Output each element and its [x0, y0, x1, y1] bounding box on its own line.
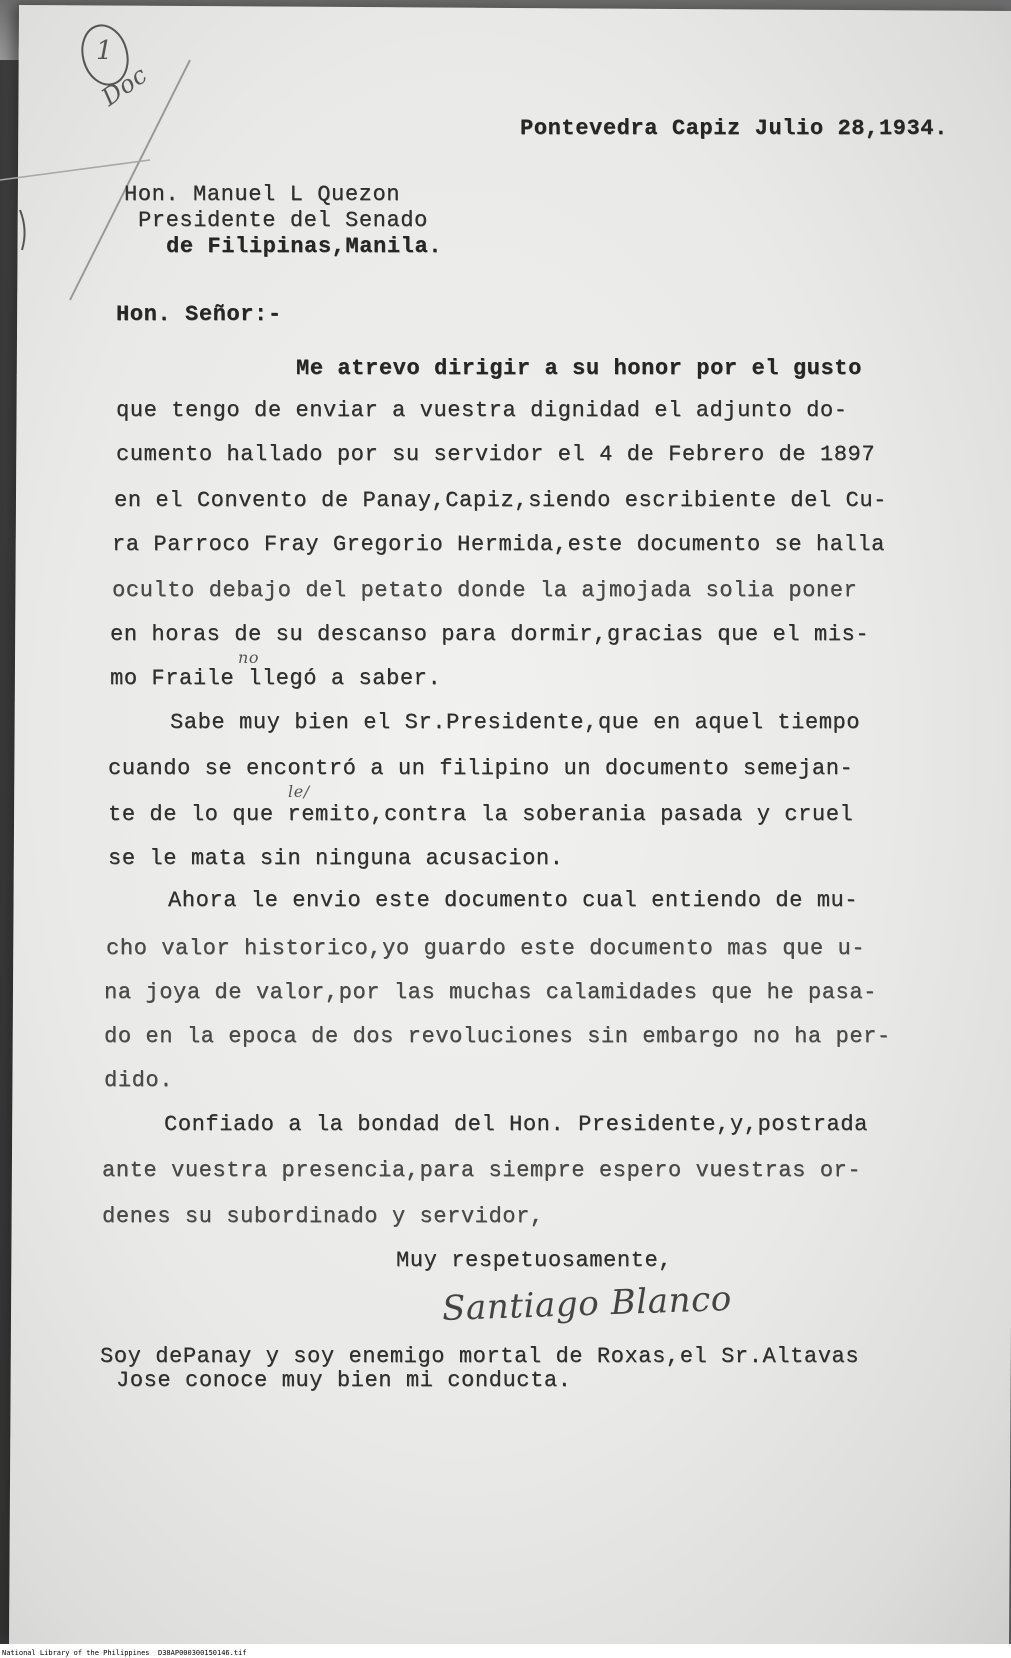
body-line: cumento hallado por su servidor el 4 de Febrero de 1897 — [116, 442, 876, 467]
recipient-line-3: de Filipinas,Manila. — [166, 234, 443, 259]
body-line: mo Fraile llegó a saber. — [110, 666, 442, 691]
margin-note-word: Doc — [96, 60, 153, 112]
body-line: Me atrevo dirigir a su honor por el gusto — [296, 356, 862, 381]
body-line: se le mata sin ninguna acusacion. — [108, 846, 564, 871]
handwritten-insertion-le: le/ — [288, 782, 310, 801]
recipient-line-1: Hon. Manuel L Quezon — [124, 182, 401, 207]
recipient-line-2: Presidente del Senado — [138, 208, 428, 233]
body-line: en horas de su descanso para dormir,gracias que el mis- — [110, 622, 870, 647]
handwritten-insertion-no: no — [238, 648, 260, 667]
postscript-line-2: Jose conoce muy bien mi conducta. — [116, 1368, 572, 1393]
body-line: cuando se encontró a un filipino un documento semejan- — [108, 756, 854, 781]
body-line: Ahora le envio este documento cual entiendo de mu- — [168, 888, 859, 913]
footer-library: National Library of the Philippines — [2, 1649, 150, 1657]
body-line: Confiado a la bondad del Hon. Presidente,y,postrada — [164, 1112, 868, 1137]
body-line: na joya de valor,por las muchas calamidades que he pasa- — [104, 980, 877, 1005]
body-line: oculto debajo del petato donde la ajmojada solia poner — [112, 578, 858, 603]
body-line: do en la epoca de dos revoluciones sin embargo no ha per- — [104, 1024, 891, 1049]
body-line: ante vuestra presencia,para siempre espero vuestras or- — [102, 1158, 862, 1183]
body-line: cho valor historico,yo guardo este documento mas que u- — [106, 936, 866, 961]
closing: Muy respetuosamente, — [396, 1248, 673, 1273]
body-line: denes su subordinado y servidor, — [102, 1204, 544, 1229]
body-line: que tengo de enviar a vuestra dignidad el adjunto do- — [116, 398, 848, 423]
margin-note-number: 1 — [96, 36, 114, 66]
postscript-line-1: Soy dePanay y soy enemigo mortal de Roxas,el Sr.Altavas — [100, 1344, 860, 1369]
salutation: Hon. Señor:- — [116, 302, 282, 327]
signature: Santiago Blanco — [441, 1278, 733, 1330]
body-line: ra Parroco Fray Gregorio Hermida,este documento se halla — [112, 532, 885, 557]
body-line: dido. — [104, 1068, 174, 1093]
body-line: Sabe muy bien el Sr.Presidente,que en aquel tiempo — [170, 710, 861, 735]
body-line: te de lo que remito,contra la soberania pasada y cruel — [108, 802, 854, 827]
place-date: Pontevedra Capiz Julio 28,1934. — [520, 116, 948, 141]
body-line: en el Convento de Panay,Capiz,siendo escribiente del Cu- — [114, 488, 887, 513]
footer-file-id: D38AP000300150146.tif — [158, 1649, 247, 1657]
footer-bar — [0, 1644, 1011, 1658]
